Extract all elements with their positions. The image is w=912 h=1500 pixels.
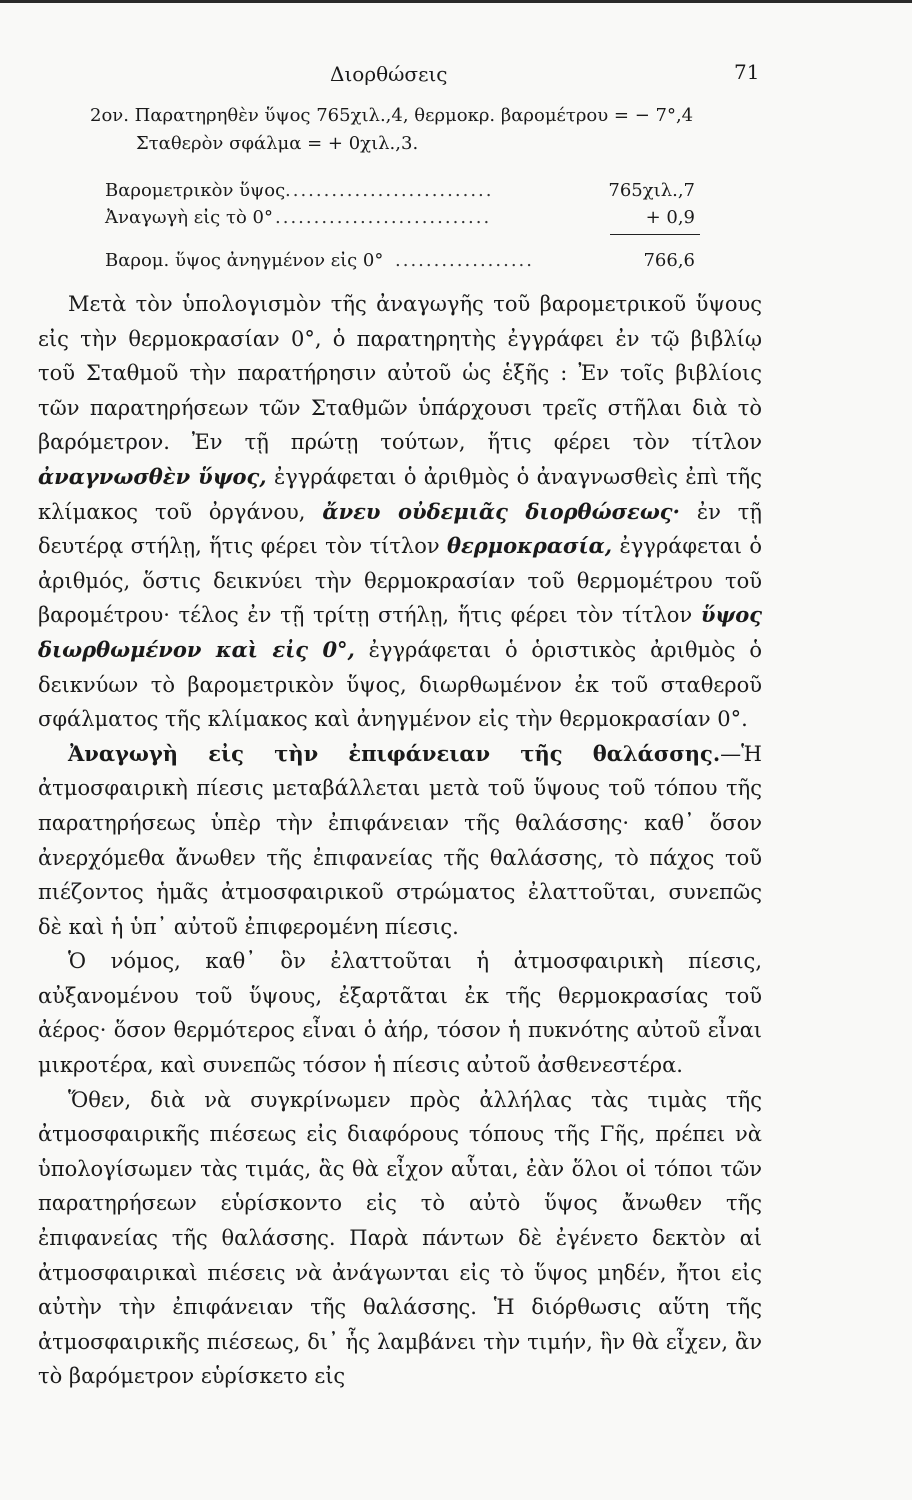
scan-edge — [0, 0, 912, 3]
calc-label: Βαρομ. ὕψος ἀνηγμένον εἰς 0° — [105, 250, 384, 271]
calc-dots: .................. — [395, 250, 534, 271]
paragraph-comparison: Ὅθεν, διὰ νὰ συγκρίνωμεν πρὸς ἀλλήλας τὰς τιμὰς τῆς ἀτμοσφαιρικῆς πιέσεως εἰς διαφόρους τόπους τῆς Γῆς, πρέπει νὰ ὑπολογίσωμεν τὰς τιμάς, ἃς θὰ εἶχον αὗται, ἐὰν ὅλοι οἱ τόποι τῶν παρατηρήσεων εὑρίσκοντο εἰς τὸ αὐτὸ ὕψος ἄνωθεν τῆς ἐπιφανείας τῆς θαλάσσης. Παρὰ πάντων δὲ ἐγένετο δεκτὸν αἱ ἀτμοσφαιρικαὶ πιέσεις νὰ ἀνάγωνται εἰς τὸ ὕψος μηδέν, ἤτοι εἰς αὐτὴν τὴν ἐπιφάνειαν τῆς θαλάσσης. Ἡ διόρθωσις αὕτη τῆς ἀτμοσφαιρικῆς πιέσεως, δι᾽ ἧς λαμβάνει τὴν τιμήν, ἣν θὰ εἶχεν, ἂν τὸ βαρόμετρον εὑρίσκετο εἰς — [38, 1087, 762, 1389]
paragraph-logbook — [38, 287, 762, 737]
body-text — [38, 287, 762, 1394]
emphasis-term: θερμοκρασία, — [447, 533, 613, 559]
calc-row — [105, 180, 695, 208]
emphasis-term: ἀναγνωσθὲν ὕψος, — [38, 463, 267, 489]
calc-row — [105, 250, 695, 278]
observation-line: 2ον. Παρατηρηθὲν ὕψος 765χιλ.,4, θερμοκρ. βαρομέτρου = − 7°,4 — [90, 105, 694, 126]
text-run: Μετὰ τὸν ὑπολογισμὸν τῆς ἀναγωγῆς τοῦ βαρομετρικοῦ ὕψους εἰς τὴν θερμοκρασίαν 0°, ὁ παρατηρητὴς ἐγγράφει ἐν τῷ βιβλίῳ τοῦ Σταθμοῦ τὴν παρατήρησιν αὐτοῦ ὡς ἑξῆς : Ἐν τοῖς βιβλίοις τῶν παρατηρήσεων τῶν Σταθμῶν ὑπάρχουσι τρεῖς στῆλαι διὰ τὸ βαρόμετρον. Ἐν τῇ πρώτῃ τούτων, ἥτις φέρει τὸν τίτλον — [38, 292, 762, 455]
text-run: ἐγγράφεται ὁ ἀριθμός, ὅστις δεικνύει τὴν θερμοκρασίαν τοῦ θερμομέτρου τοῦ βαρομέτρου· τέλος ἐν τῇ τρίτῃ στήλῃ, ἥτις φέρει τὸν τίτλον — [38, 534, 762, 628]
emphasis-term: ἄνευ οὐδεμιᾶς διορθώσεως· — [322, 498, 680, 524]
text-run: ἐγγράφεται ὁ ὁριστικὸς ἀριθμὸς ὁ δεικνύων τὸ βαρομετρικὸν ὕψος, διωρθωμένον ἐκ τοῦ σταθεροῦ σφάλματος τῆς κλίμακος καὶ ἀνηγμένον εἰς τὴν θερμοκρασίαν 0°. — [38, 637, 762, 732]
emphasis-term: ὕψος διωρθωμένον καὶ εἰς 0°, — [38, 602, 762, 662]
observation-line: Σταθερὸν σφάλμα = + 0χιλ.,3. — [136, 133, 419, 154]
calc-value: 765χιλ.,7 — [608, 180, 695, 201]
calc-value: 766,6 — [643, 250, 695, 271]
running-header: Διορθώσεις — [330, 62, 448, 86]
page-number: 71 — [734, 60, 760, 84]
calc-row — [105, 207, 695, 235]
calc-label: Βαρομετρικὸν ὕψος — [105, 180, 286, 201]
calc-dots: ............................ — [275, 207, 492, 228]
section-heading: Ἀναγωγὴ εἰς τὴν ἐπιφάνειαν τῆς θαλάσσης. — [68, 740, 721, 766]
observation-block — [90, 102, 693, 158]
calc-dots: ........................... — [285, 180, 494, 201]
paragraph-sea-level — [38, 737, 762, 945]
text-run: ἐν τῇ δευτέρᾳ στήλῃ, ἥτις φέρει τὸν τίτλον — [38, 499, 763, 559]
text-run: ἐγγράφεται ὁ ἀριθμὸς ὁ ἀναγνωσθεὶς ἐπὶ τῆς κλίμακος τοῦ ὀργάνου, — [38, 464, 763, 524]
calc-label: Ἀναγωγὴ εἰς τὸ 0° — [105, 207, 273, 228]
calc-value: + 0,9 — [645, 207, 695, 228]
sum-rule — [610, 234, 700, 235]
text-run: —Ἡ ἀτμοσφαιρικὴ πίεσις μεταβάλλεται μετὰ τοῦ ὕψους τοῦ τόπου τῆς παρατηρήσεως ὑπὲρ τὴν ἐπιφάνειαν τῆς θαλάσσης· καθ᾽ ὅσον ἀνερχόμεθα ἄνωθεν τῆς ἐπιφανείας τῆς θαλάσσης, τὸ πάχος τοῦ πιέζοντος ἡμᾶς ἀτμοσφαιρικοῦ στρώματος ἐλαττοῦται, συνεπῶς δὲ καὶ ἡ ὑπ᾽ αὐτοῦ ἐπιφερομένη πίεσις. — [38, 741, 762, 939]
paragraph-law: Ὁ νόμος, καθ᾽ ὃν ἐλαττοῦται ἡ ἀτμοσφαιρικὴ πίεσις, αὐξανομένου τοῦ ὕψους, ἐξαρτᾶται ἐκ τῆς θερμοκρασίας τοῦ ἀέρος· ὅσον θερμότερος εἶναι ὁ ἀήρ, τόσον ἡ πυκνότης αὐτοῦ εἶναι μικροτέρα, καὶ συνεπῶς τόσον ἡ πίεσις αὐτοῦ ἀσθενεστέρα. — [38, 949, 762, 1078]
